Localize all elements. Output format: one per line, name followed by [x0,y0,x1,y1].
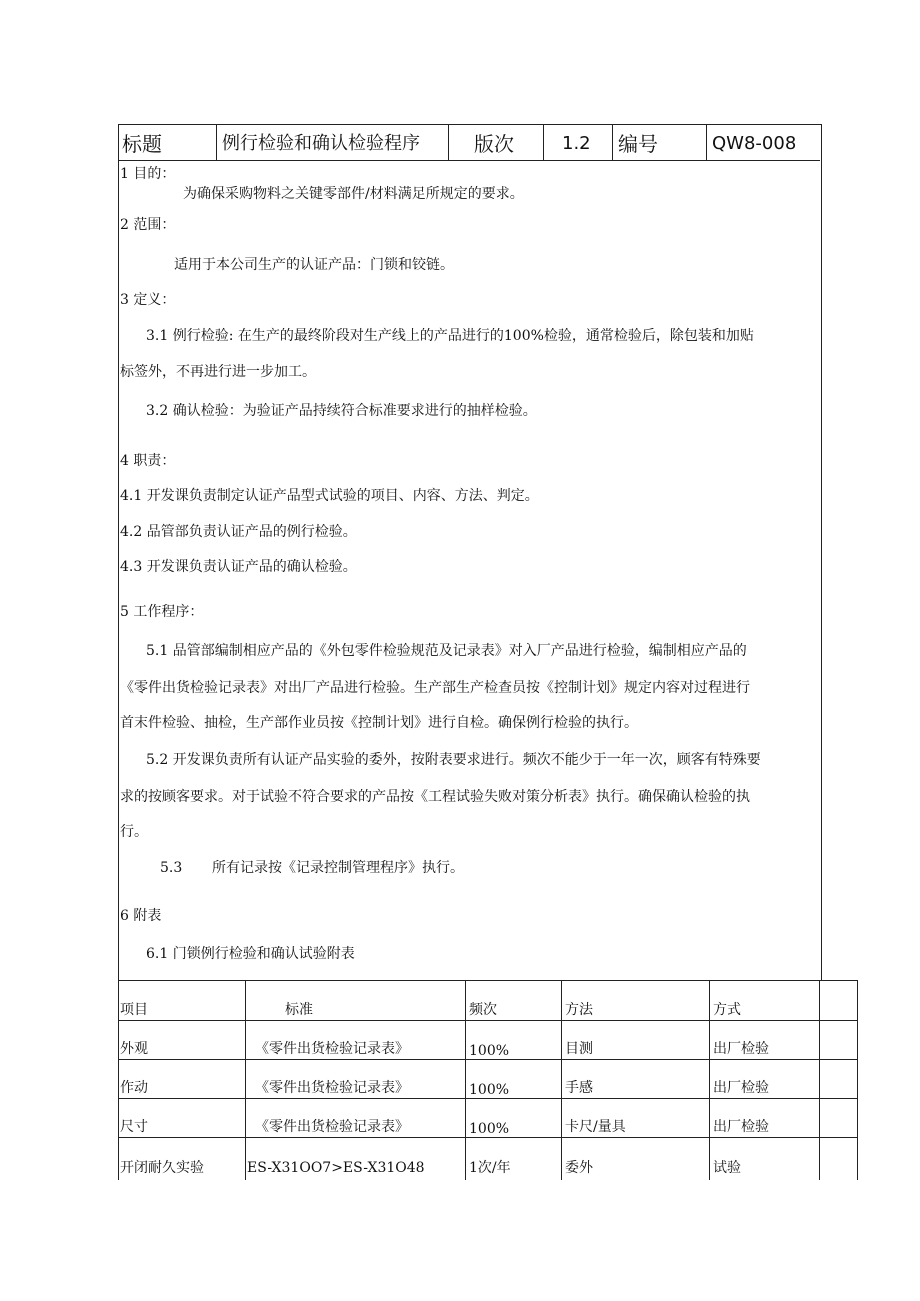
table-cell: 《零件出货检验记录表》 [255,1119,409,1135]
title-value: 例行检验和确认检验程序 [222,133,420,154]
header-divider [706,124,707,160]
section-5-1-line2: 《零件出货检验记录表》对出厂产品进行检验。生产部生产检查员按《控制计划》规定内容对过程进行 [120,680,750,696]
table-rule [465,980,466,1180]
table-rule [245,980,246,1180]
table-rule [709,980,710,1180]
table-cell: 尺寸 [120,1119,148,1135]
table-cell: ES-X31OO7>ES-X31O48 [247,1160,425,1176]
table-cell: 卡尺/量具 [565,1119,626,1135]
section-6-heading: 6 附表 [120,908,162,924]
section-4-3: 4.3 开发课负责认证产品的确认检验。 [120,559,357,575]
table-rule [819,980,820,1180]
version-label: 版次 [474,132,514,156]
table-rule [857,980,858,1180]
code-label: 编号 [618,132,658,156]
table-header-standard: 标准 [285,1002,313,1018]
section-5-2-line3: 行。 [120,824,148,840]
table-cell: 手感 [565,1080,593,1096]
table-cell: 试验 [713,1160,741,1176]
section-3-heading: 3 定义： [120,292,176,308]
section-4-1: 4.1 开发课负责制定认证产品型式试验的项目、内容、方法、判定。 [120,488,539,504]
table-rule [118,1020,858,1021]
table-rule [118,980,119,1180]
table-cell: 外观 [120,1041,148,1057]
table-cell: 开闭耐久实验 [120,1160,204,1176]
section-6-1: 6.1 门锁例行检验和确认试验附表 [146,946,355,962]
table-rule [118,980,858,981]
table-cell: 100% [469,1082,510,1098]
header-divider [543,124,544,160]
code-value: QW8-008 [712,133,797,154]
title-label: 标题 [122,132,162,156]
section-3-1-line1: 3.1 例行检验: 在生产的最终阶段对生产线上的产品进行的100%检验，通常检验后，除包装和加贴 [146,328,754,344]
section-1-text: 为确保采购物料之关键零部件/材料满足所规定的要求。 [183,186,524,202]
table-header-method: 方法 [565,1002,593,1018]
table-header-mode: 方式 [713,1002,741,1018]
table-cell: 1次/年 [469,1160,511,1176]
table-cell: 目测 [565,1041,593,1057]
section-5-1-line1: 5.1 品管部编制相应产品的《外包零件检验规范及记录表》对入厂产品进行检验，编制相应产品的 [146,643,747,659]
table-cell: 出厂检验 [713,1041,769,1057]
section-3-1-line2: 标签外，不再进行进一步加工。 [120,364,316,380]
section-4-heading: 4 职责： [120,453,176,469]
section-4-2: 4.2 品管部负责认证产品的例行检验。 [120,524,357,540]
attachment-table [118,980,858,1180]
table-rule [561,980,562,1180]
table-cell: 100% [469,1043,510,1059]
header-divider [448,124,449,160]
header-divider [612,124,613,160]
section-5-2-line2: 求的按顾客要求。对于试验不符合要求的产品按《工程试验失败对策分析表》执行。确保确认检验的执 [120,789,750,805]
section-5-heading: 5 工作程序： [120,604,204,620]
header-row [118,124,820,161]
table-header-frequency: 频次 [469,1002,497,1018]
header-divider [216,124,217,160]
section-2-heading: 2 范围： [120,217,176,233]
table-header-item: 项目 [120,1002,148,1018]
section-5-3-number: 5.3 [160,860,183,876]
section-2-text: 适用于本公司生产的认证产品：门锁和铰链。 [174,257,454,273]
table-cell: 《零件出货检验记录表》 [255,1080,409,1096]
section-5-3-text: 所有记录按《记录控制管理程序》执行。 [212,860,464,876]
table-cell: 出厂检验 [713,1080,769,1096]
document-frame [118,124,822,981]
version-value: 1.2 [562,133,591,154]
table-cell: 委外 [565,1160,593,1176]
table-cell: 《零件出货检验记录表》 [255,1041,409,1057]
table-cell: 出厂检验 [713,1119,769,1135]
section-5-2-line1: 5.2 开发课负责所有认证产品实验的委外，按附表要求进行。频次不能少于一年一次，顾客有特殊要 [146,752,761,768]
section-5-1-line3: 首末件检验、抽检，生产部作业员按《控制计划》进行自检。确保例行检验的执行。 [120,715,638,731]
section-1-heading: 1 目的： [120,166,176,182]
table-cell: 作动 [120,1080,148,1096]
table-cell: 100% [469,1121,510,1137]
section-3-2: 3.2 确认检验：为验证产品持续符合标准要求进行的抽样检验。 [146,403,537,419]
